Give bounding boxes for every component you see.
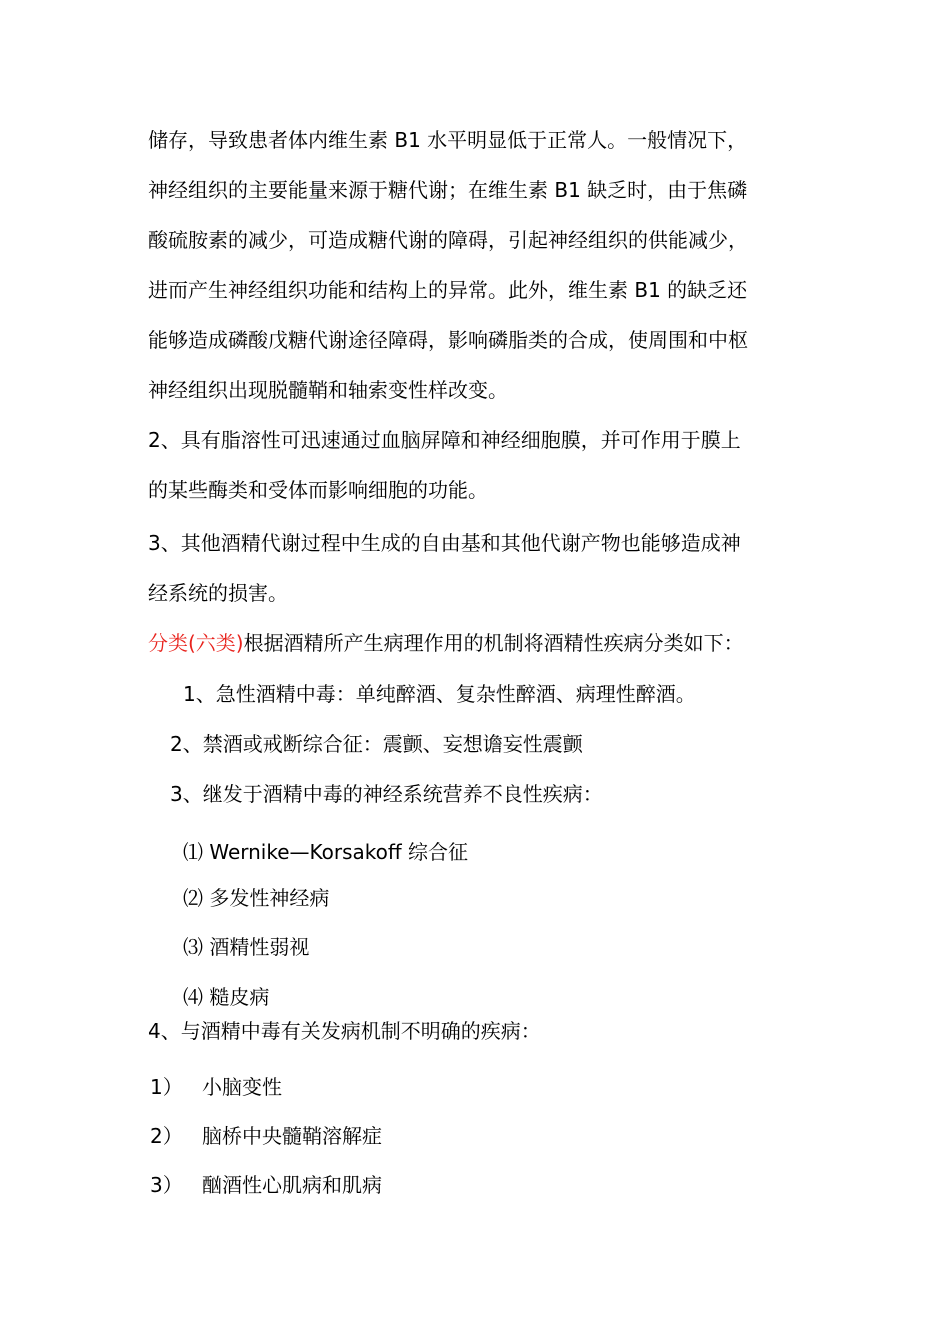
classification-item-4: 4、与酒精中毒有关发病机制不明确的疾病：	[148, 1019, 541, 1043]
point-2-line: 的某些酶类和受体而影响细胞的功能。	[148, 478, 488, 502]
unclear-item-number: 3）	[150, 1173, 183, 1197]
unclear-item-number: 2）	[150, 1124, 183, 1148]
unclear-item-text: 脑桥中央髓鞘溶解症	[202, 1124, 382, 1148]
unclear-item	[150, 1123, 382, 1149]
paragraph-line: 能够造成磷酸戊糖代谢途径障碍，影响磷脂类的合成，使周围和中枢	[148, 328, 748, 352]
paragraph-line: 神经组织的主要能量来源于糖代谢；在维生素 B1 缺乏时，由于焦磷	[148, 178, 748, 202]
unclear-item-text: 小脑变性	[202, 1075, 282, 1099]
unclear-item-number: 1）	[150, 1075, 183, 1099]
point-2-line: 2、具有脂溶性可迅速通过血脑屏障和神经细胞膜，并可作用于膜上	[148, 428, 741, 452]
point-3-line: 3、其他酒精代谢过程中生成的自由基和其他代谢产物也能够造成神	[148, 531, 741, 555]
classification-item: 3、继发于酒精中毒的神经系统营养不良性疾病：	[170, 782, 603, 806]
classification-heading	[148, 630, 744, 656]
sub-item: ⑴ Wernike—Korsakoff 综合征	[183, 840, 469, 864]
classification-item: 2、禁酒或戒断综合征：震颤、妄想谵妄性震颤	[170, 732, 583, 756]
unclear-item-text: 酗酒性心肌病和肌病	[202, 1173, 382, 1197]
paragraph-line: 神经组织出现脱髓鞘和轴索变性样改变。	[148, 378, 508, 402]
unclear-item	[150, 1074, 282, 1100]
sub-item: ⑶ 酒精性弱视	[183, 935, 310, 959]
paragraph-line: 进而产生神经组织功能和结构上的异常。此外，维生素 B1 的缺乏还	[148, 278, 748, 302]
sub-item: ⑷ 糙皮病	[183, 985, 270, 1009]
paragraph-line: 酸硫胺素的减少，可造成糖代谢的障碍，引起神经组织的供能减少，	[148, 228, 748, 252]
classification-item: 1、急性酒精中毒：单纯醉酒、复杂性醉酒、病理性醉酒。	[183, 682, 696, 706]
sub-item: ⑵ 多发性神经病	[183, 886, 330, 910]
classification-text: 根据酒精所产生病理作用的机制将酒精性疾病分类如下：	[243, 631, 744, 655]
point-3-line: 经系统的损害。	[148, 581, 288, 605]
classification-label: 分类(六类)	[148, 631, 244, 655]
paragraph-line: 储存，导致患者体内维生素 B1 水平明显低于正常人。一般情况下，	[148, 128, 748, 152]
unclear-item	[150, 1172, 382, 1198]
